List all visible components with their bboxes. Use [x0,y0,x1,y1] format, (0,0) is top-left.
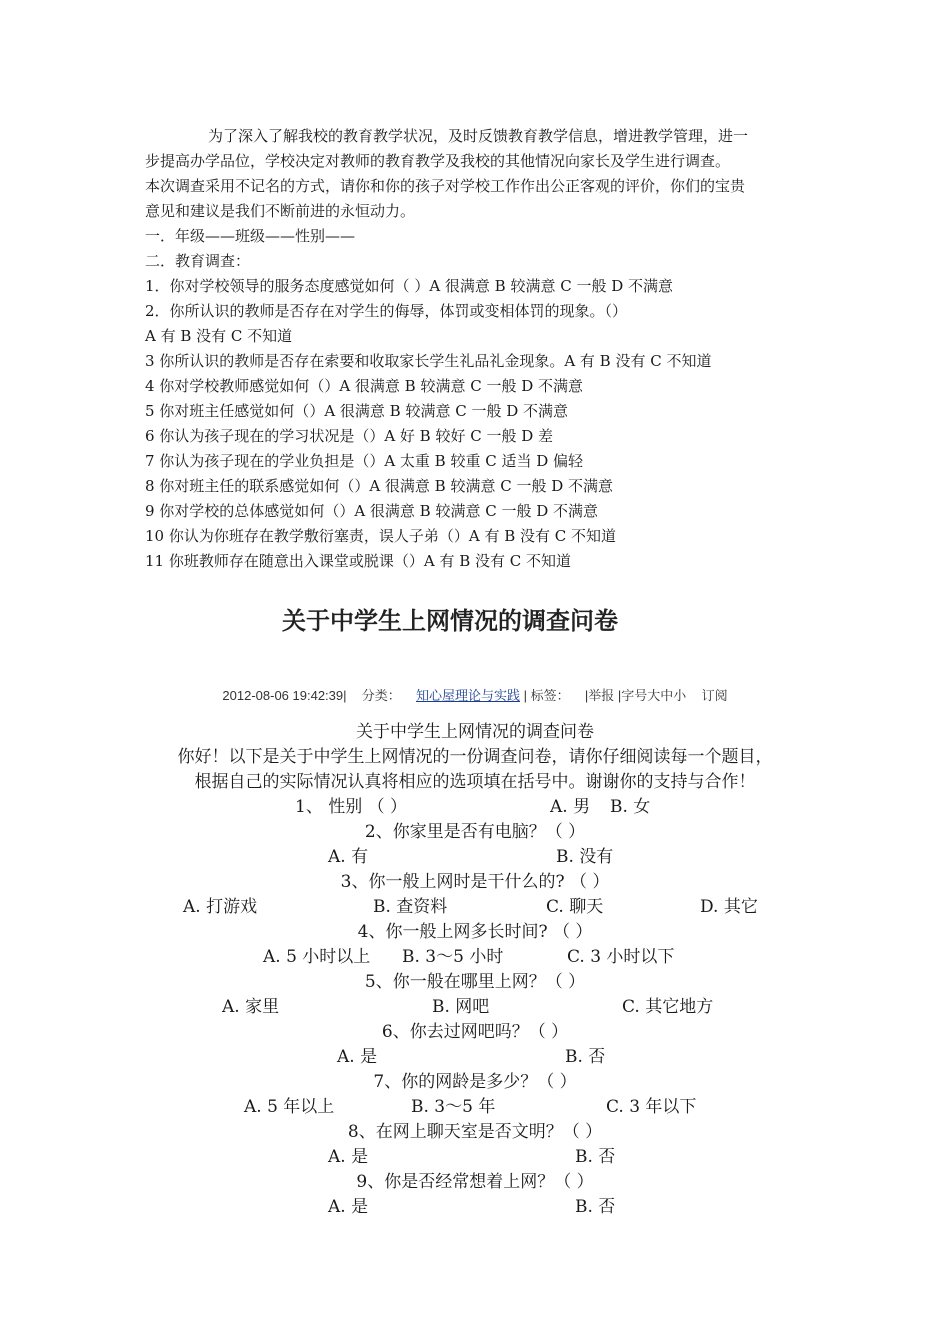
tags-label: | 标签： [523,688,570,703]
greeting-line: 根据自己的实际情况认真将相应的选项填在括号中。谢谢你的支持与合作！ [194,772,756,792]
question-7-text: 7、你的网龄是多少？（ ） [373,1072,577,1092]
question-9-text: 9、你是否经常想着上网？（ ） [356,1172,594,1192]
option-b: B. 3～5 年 [411,1097,496,1117]
option-c: C. 其它地方 [622,997,714,1017]
question-line: 5 你对班主任感觉如何（）A 很满意 B 较满意 C 一般 D 不满意 [145,402,569,420]
article-meta [0,685,950,704]
option-b: B. 否 [575,1197,616,1217]
report-link[interactable]: |举报 [584,688,615,703]
question-line: 7 你认为孩子现在的学业负担是（）A 太重 B 较重 C 适当 D 偏轻 [145,452,584,470]
question-options-line: A 有 B 没有 C 不知道 [145,327,293,345]
option-c: C. 3 小时以下 [567,947,675,967]
question-5-options [0,995,950,1020]
font-size-control[interactable]: |字号大中小 [617,688,687,703]
question-9-options [0,1195,950,1220]
option-b: B. 网吧 [432,997,490,1017]
question-6-text: 6、你去过网吧吗？（ ） [381,1022,569,1042]
post-datetime: 2012-08-06 19:42:39| [222,688,347,703]
question-5-text: 5、你一般在哪里上网？（ ） [364,972,586,992]
option-b: B. 否 [565,1047,606,1067]
option-d: D. 其它 [700,897,758,917]
option-a: A. 是 [328,1147,369,1167]
section-heading-education: 二．教育调查： [145,252,251,270]
option-c: C. 聊天 [546,897,604,917]
question-line: 2．你所认识的教师是否存在对学生的侮辱，体罚或变相体罚的现象。（） [145,302,628,320]
intro-paragraph-line: 意见和建议是我们不断前进的永恒动力。 [145,202,416,220]
option-b: B. 查资料 [373,897,448,917]
option-b: B. 女 [610,797,651,817]
intro-paragraph-line: 步提高办学品位，学校决定对教师的教育教学及我校的其他情况向家长及学生进行调查。 [145,152,731,170]
question-line: 9 你对学校的总体感觉如何（）A 很满意 B 较满意 C 一般 D 不满意 [145,502,599,520]
grade-class-gender-line: 一．年级——班级——性别—— [145,227,356,245]
question-8-text: 8、在网上聊天室是否文明？（ ） [347,1122,603,1142]
question-line: 6 你认为孩子现在的学习状况是（）A 好 B 较好 C 一般 D 差 [145,427,554,445]
option-b: B. 3～5 小时 [402,947,504,967]
option-a: A. 有 [328,847,369,867]
question-6-options [0,1045,950,1070]
question-3-text: 3、你一般上网时是干什么的? （ ） [340,872,610,892]
survey-heading: 关于中学生上网情况的调查问卷 [356,722,594,742]
option-a: A. 是 [337,1047,378,1067]
question-4-options [0,945,950,970]
option-a: A. 是 [328,1197,369,1217]
intro-paragraph [145,124,815,224]
intro-paragraph-line: 为了深入了解我校的教育教学状况，及时反馈教育教学信息，增进教学管理，进一 [208,127,749,145]
question-3-options [0,895,950,920]
question-8-options [0,1145,950,1170]
question-line: 11 你班教师存在随意出入课堂或脱课（）A 有 B 没有 C 不知道 [145,552,572,570]
survey-body [0,720,950,1220]
intro-section [145,124,815,574]
question-2-options [0,845,950,870]
question-text: 1、 性别 （ ） [295,797,408,817]
category-label: 分类： [361,688,401,703]
question-line: 10 你认为你班存在教学敷衍塞责，误人子弟（）A 有 B 没有 C 不知道 [145,527,617,545]
article-title: 关于中学生上网情况的调查问卷 [282,607,618,635]
question-2-text: 2、你家里是否有电脑？（ ） [364,822,586,842]
question-line: 8 你对班主任的联系感觉如何（）A 很满意 B 较满意 C 一般 D 不满意 [145,477,614,495]
question-1 [0,795,950,820]
question-line: 4 你对学校教师感觉如何（）A 很满意 B 较满意 C 一般 D 不满意 [145,377,584,395]
question-line: 1．你对学校领导的服务态度感觉如何（ ）A 很满意 B 较满意 C 一般 D 不满意 [145,277,674,295]
option-c: C. 3 年以下 [606,1097,697,1117]
option-a: A. 5 小时以上 [263,947,371,967]
greeting-line: 你好！以下是关于中学生上网情况的一份调查问卷，请你仔细阅读每一个题目， [177,747,773,767]
question-line: 3 你所认识的教师是否存在索要和收取家长学生礼品礼金现象。A 有 B 没有 C 不知道 [145,352,712,370]
option-b: B. 否 [575,1147,616,1167]
option-a: A. 5 年以上 [244,1097,335,1117]
subscribe-link[interactable]: 订阅 [701,688,728,703]
option-a: A. 打游戏 [183,897,258,917]
option-b: B. 没有 [556,847,614,867]
intro-paragraph-line: 本次调查采用不记名的方式，请你和你的孩子对学校工作作出公正客观的评价，你们的宝贵 [145,177,746,195]
option-a: A. 男 [550,797,591,817]
question-7-options [0,1095,950,1120]
category-link[interactable]: 知心屋理论与实践 [416,688,521,703]
question-4-text: 4、你一般上网多长时间? （ ） [357,922,593,942]
option-a: A. 家里 [222,997,280,1017]
